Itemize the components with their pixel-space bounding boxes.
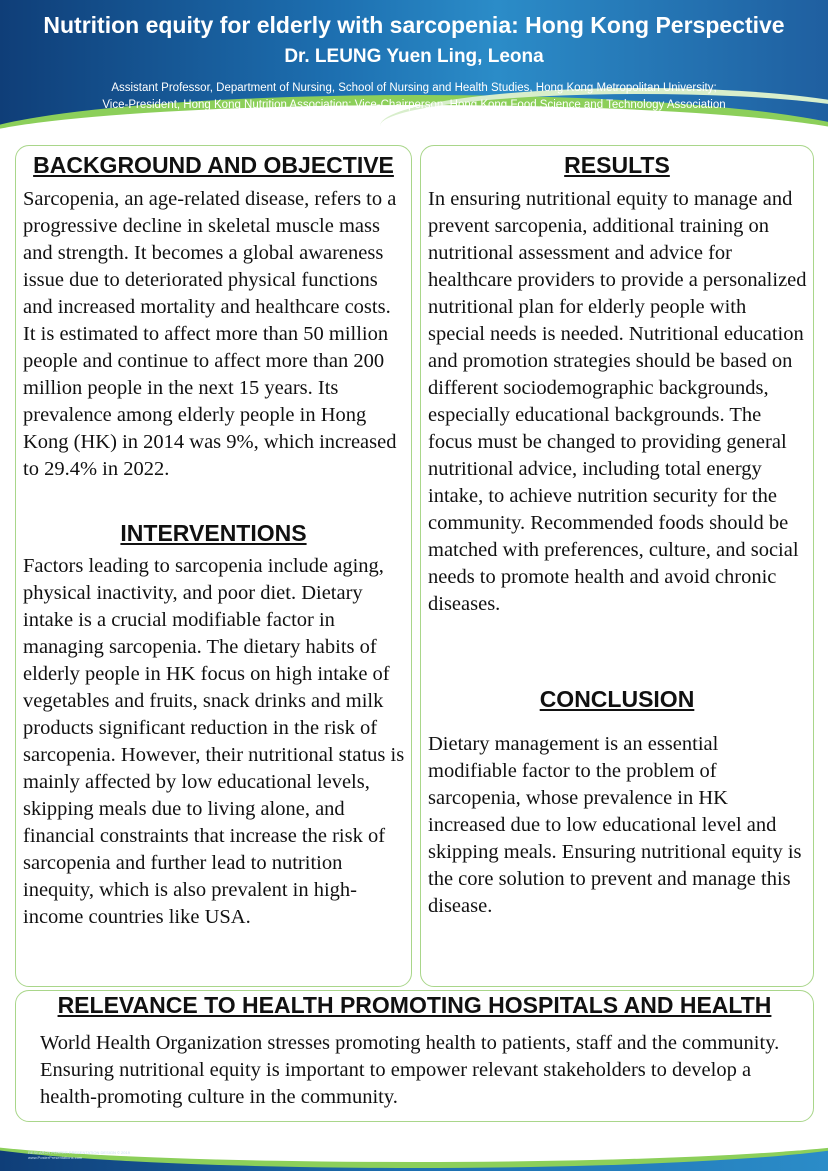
conclusion-heading: CONCLUSION bbox=[539, 686, 695, 712]
poster-title: Nutrition equity for elderly with sarcopenia: Hong Kong Perspective bbox=[43, 12, 785, 38]
footer-credit-line-2: www.PosterPresentations.com bbox=[28, 1155, 83, 1160]
interventions-heading: INTERVENTIONS bbox=[120, 520, 307, 546]
footer-credit bbox=[28, 1150, 130, 1160]
affiliation-line-2: Vice-President, Hong Kong Nutrition Association; Vice-Chairperson, Hong Kong Food Science and Technology Association bbox=[102, 99, 726, 111]
author-affiliation bbox=[0, 80, 828, 114]
relevance-heading: RELEVANCE TO HEALTH PROMOTING HOSPITALS AND HEALTH bbox=[57, 992, 772, 1018]
relevance-text: World Health Organization stresses promoting health to patients, staff and the community. Ensuring nutritional equity is important to empower relevant stakeholders to develop a health-promoting culture in the community. bbox=[40, 1032, 780, 1108]
results-heading: RESULTS bbox=[564, 152, 670, 178]
background-heading: BACKGROUND AND OBJECTIVE bbox=[33, 152, 394, 178]
conclusion-text: Dietary management is an essential modifiable factor to the problem of sarcopenia, whose prevalence in HK increased due to low educational level and skipping meals. Ensuring nutritional equity is the core solution to prevent and manage this disease. bbox=[428, 733, 802, 917]
affiliation-line-1: Assistant Professor, Department of Nursing, School of Nursing and Health Studies, Hong Kong Metropolitan University; bbox=[111, 82, 717, 94]
poster-author: Dr. LEUNG Yuen Ling, Leona bbox=[284, 46, 544, 67]
results-text: In ensuring nutritional equity to manage and prevent sarcopenia, additional training on nutritional assessment and advice for healthcare providers to provide a personalized nutritional plan for elderly people with special needs is needed. Nutritional education and promotion strategies should be based on different sociodemographic backgrounds, especially educational backgrounds. The focus must be changed to providing general nutritional advice, including total energy intake, to achieve nutrition security for the community. Recommended foods should be matched with preferences, culture, and social needs to promote health and avoid chronic diseases. bbox=[428, 188, 807, 615]
interventions-text: Factors leading to sarcopenia include aging, physical inactivity, and poor diet. Dietary intake is a crucial modifiable factor in managing sarcopenia. The dietary habits of elderly people in HK focus on high intake of vegetables and fruits, snack drinks and milk products significant reduction in the risk of sarcopenia. However, their nutritional status is mainly affected by low educational levels, skipping meals due to living alone, and financial constraints that increase the risk of sarcopenia and further lead to nutrition inequity, which is also prevalent in high-income countries like USA. bbox=[23, 555, 405, 928]
background-text: Sarcopenia, an age-related disease, refers to a progressive decline in skeletal muscle mass and strength. It becomes a global awareness issue due to deteriorated physical functions and increased mortality and healthcare costs. It is estimated to affect more than 50 million people and continue to affect more than 200 million people in the next 15 years. Its prevalence among elderly people in Hong Kong (HK) in 2014 was 9%, which increased to 29.4% in 2022. bbox=[23, 188, 397, 480]
footer-credit-line-1: RESEARCH POSTER PRESENTATION DESIGN © 2019 bbox=[28, 1150, 130, 1155]
